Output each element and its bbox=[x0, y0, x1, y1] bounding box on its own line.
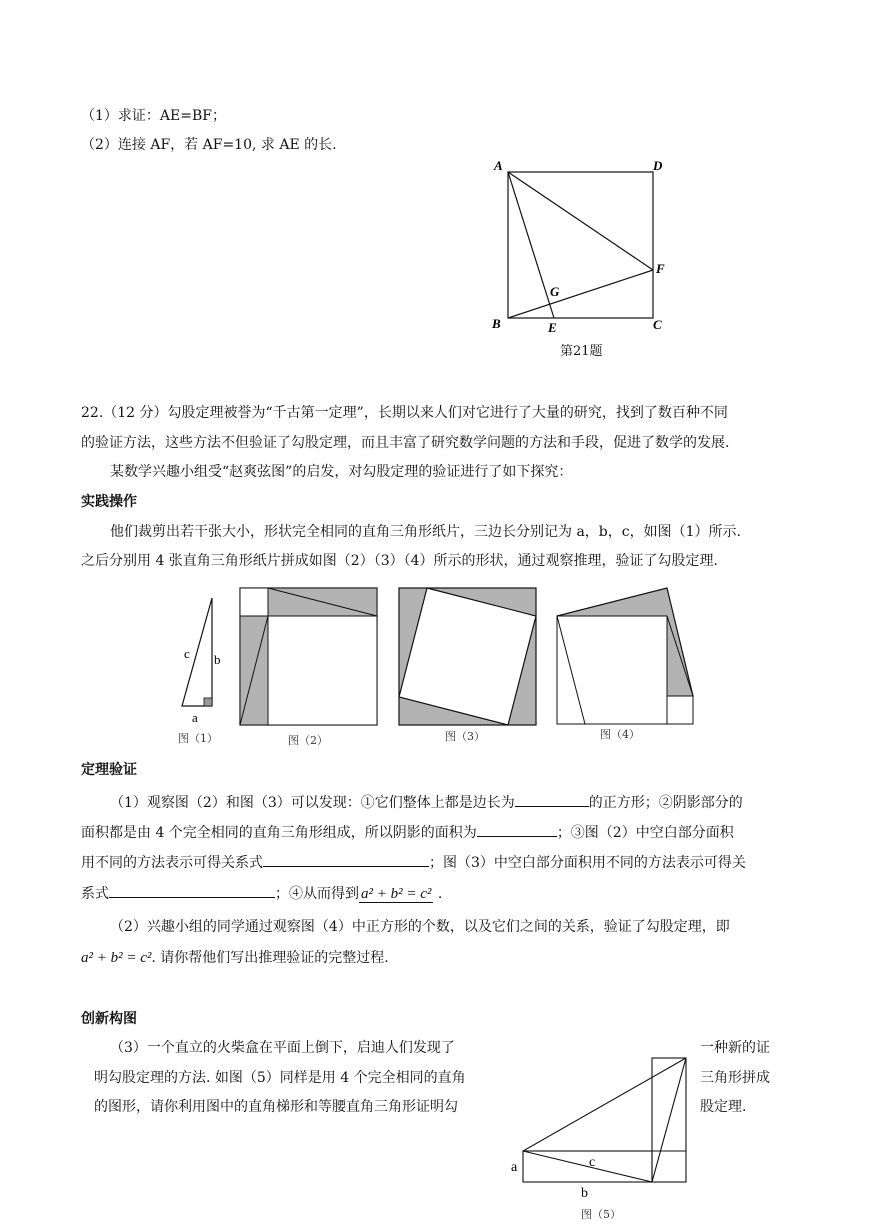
section-verify-heading: 定理验证 bbox=[81, 762, 137, 778]
practice-line1: 他们裁剪出若干张大小，形状完全相同的直角三角形纸片，三边长分别记为 a，b，c，如图（1）所示. bbox=[110, 524, 741, 540]
q21-label-c: C bbox=[653, 317, 662, 332]
part3-right-line3: 股定理. bbox=[700, 1099, 747, 1115]
fig2-square bbox=[240, 588, 377, 725]
fig5-label-a: a bbox=[511, 1160, 518, 1175]
fig2-caption: 图（2） bbox=[288, 734, 328, 747]
q21-line-bf bbox=[508, 270, 653, 318]
q21-figure bbox=[488, 152, 678, 342]
q21-label-d: D bbox=[653, 158, 663, 173]
fig5-label-b: b bbox=[581, 1186, 588, 1201]
answer-blank-relation-fig3[interactable] bbox=[109, 881, 275, 898]
part3-left-line3: 的图形，请你利用图中的直角梯形和等腰直角三角形证明勾 bbox=[94, 1099, 458, 1115]
part3-right-line2: 三角形拼成 bbox=[700, 1070, 770, 1086]
verify-line2-b: ；③图（2）中空白部分面积 bbox=[556, 825, 734, 841]
verify-line4-end: . bbox=[437, 886, 443, 902]
fig5-figure bbox=[505, 1050, 695, 1210]
fig1-caption: 图（1） bbox=[178, 732, 218, 745]
fig4-caption: 图（4） bbox=[600, 728, 640, 741]
part3-left-line2: 明勾股定理的方法. 如图（5）同样是用 4 个完全相同的直角 bbox=[94, 1070, 466, 1086]
q22-intro-line3: 某数学兴趣小组受“赵爽弦图”的启发，对勾股定理的验证进行了如下探究： bbox=[110, 464, 573, 480]
part3-right-line1: 一种新的证 bbox=[700, 1040, 770, 1056]
section-innovate-heading: 创新构图 bbox=[81, 1011, 137, 1027]
q21-label-e: E bbox=[548, 320, 557, 335]
q21-label-a: A bbox=[494, 158, 503, 173]
figures-1-4 bbox=[170, 584, 710, 744]
part3-left-line1: （3）一个直立的火柴盒在平面上倒下，启迪人们发现了 bbox=[110, 1040, 455, 1056]
fig1-label-c: c bbox=[184, 646, 190, 661]
part2-line1: （2）兴趣小组的同学通过观察图（4）中正方形的个数，以及它们之间的关系，验证了勾股定理，即 bbox=[110, 919, 730, 935]
answer-blank-side[interactable] bbox=[515, 790, 589, 807]
fig5-caption: 图（5） bbox=[581, 1208, 621, 1221]
verify-line3-b: ；图（3）中空白部分面积用不同的方法表示可得关 bbox=[429, 855, 746, 871]
verify-line2 bbox=[81, 820, 734, 843]
fig1-label-b: b bbox=[214, 652, 221, 667]
verify-line4-b: ；④从而得到 bbox=[275, 886, 359, 902]
q21-line-af bbox=[508, 172, 653, 270]
section-practice-heading: 实践操作 bbox=[81, 494, 137, 510]
verify-line4 bbox=[81, 881, 442, 904]
verify-line1-a: （1）观察图（2）和图（3）可以发现：①它们整体上都是边长为 bbox=[110, 795, 515, 811]
fig3-square bbox=[399, 588, 536, 725]
part2-line2-text: . 请你帮他们写出推理验证的完整过程. bbox=[151, 950, 389, 966]
fig4-square bbox=[557, 588, 693, 724]
fig3-caption: 图（3） bbox=[445, 730, 485, 743]
q21-label-g: G bbox=[550, 284, 560, 299]
fig1-label-a: a bbox=[192, 710, 198, 725]
part2-line2 bbox=[81, 948, 389, 968]
answer-blank-area[interactable] bbox=[477, 820, 557, 837]
verify-line3 bbox=[81, 850, 746, 873]
verify-line2-a: 面积都是由 4 个完全相同的直角三角形组成，所以阴影的面积为 bbox=[81, 825, 477, 841]
fig1-triangle bbox=[182, 598, 221, 725]
verify-line4-a: 系式 bbox=[81, 886, 109, 902]
verify-formula: a² + b² = c² bbox=[361, 886, 432, 902]
practice-line2: 之后分别用 4 张直角三角形纸片拼成如图（2）（3）（4）所示的形状，通过观察推理，验证了勾股定理. bbox=[81, 553, 718, 569]
part2-formula: a² + b² = c² bbox=[81, 950, 152, 966]
fig5-label-c: c bbox=[589, 1155, 596, 1170]
verify-line3-a: 用不同的方法表示可得关系式 bbox=[81, 855, 263, 871]
q21-label-f: F bbox=[656, 261, 665, 276]
q22-intro-line2: 的验证方法，这些方法不但验证了勾股定理，而且丰富了研究数学问题的方法和手段，促进了数学的发展. bbox=[81, 435, 730, 451]
q21-part1: （1）求证：AE=BF； bbox=[81, 108, 226, 124]
q21-caption: 第21题 bbox=[560, 344, 603, 359]
verify-line1 bbox=[110, 790, 743, 813]
q21-label-b: B bbox=[492, 316, 501, 331]
q21-square bbox=[508, 172, 653, 318]
q21-part2: （2）连接 AF，若 AF=10, 求 AE 的长. bbox=[81, 137, 337, 153]
q21-line-ae bbox=[508, 172, 554, 318]
q22-intro-line1: 22.（12 分）勾股定理被誉为“千古第一定理”，长期以来人们对它进行了大量的研究，找到了数百种不同 bbox=[81, 405, 728, 421]
verify-line1-b: 的正方形；②阴影部分的 bbox=[588, 795, 743, 811]
answer-blank-relation-fig2[interactable] bbox=[263, 850, 429, 867]
